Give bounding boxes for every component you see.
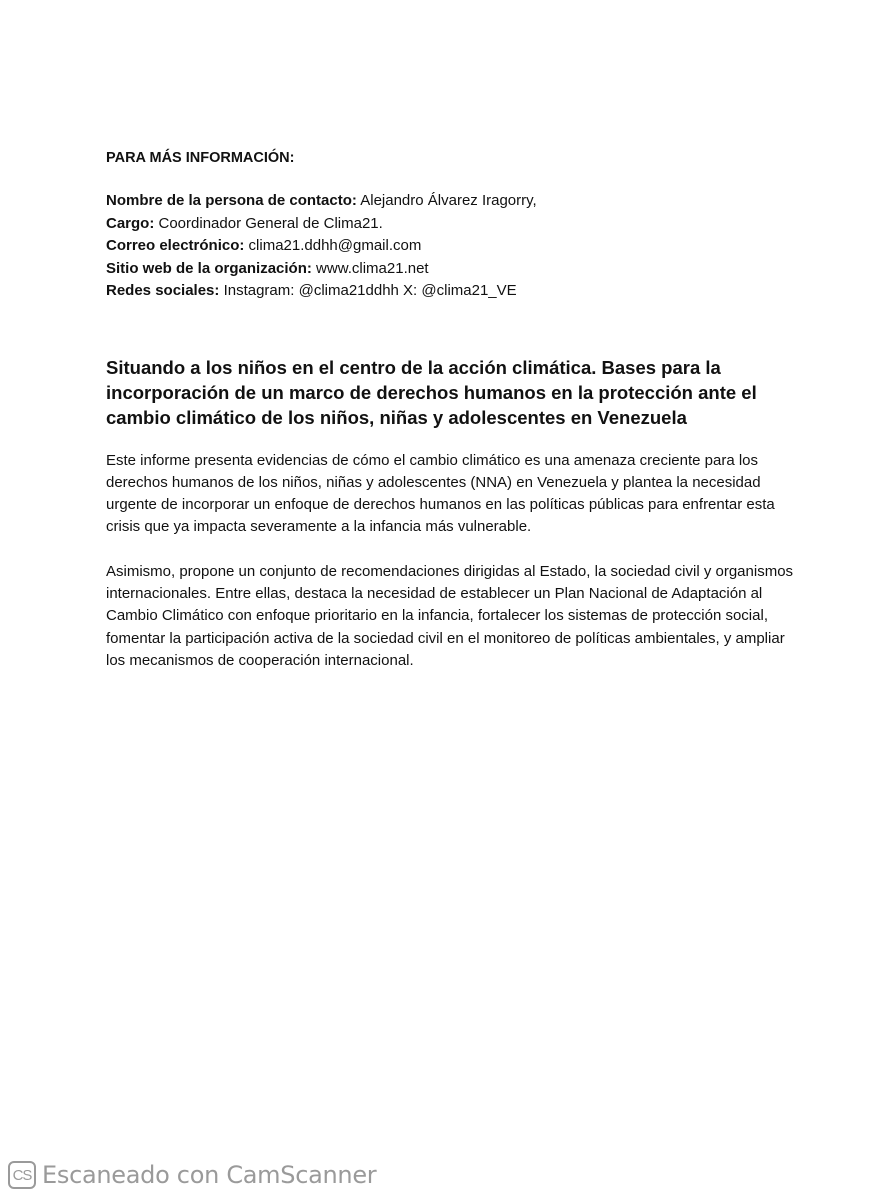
camscanner-logo-text: CS: [12, 1166, 32, 1184]
document-body: [106, 148, 796, 672]
camscanner-logo-icon: [8, 1161, 36, 1189]
contact-role-label: Cargo:: [106, 214, 155, 232]
info-heading: PARA MÁS INFORMACIÓN:: [106, 150, 295, 166]
camscanner-watermark-text: Escaneado con CamScanner: [42, 1161, 377, 1189]
camscanner-watermark: [8, 1158, 376, 1192]
contact-social-line: [106, 280, 796, 303]
contact-email-value: clima21.ddhh@gmail.com: [244, 237, 422, 254]
contact-name-label: Nombre de la persona de contacto:: [106, 192, 357, 209]
report-paragraph-1: Este informe presenta evidencias de cómo el cambio climático es una amenaza creciente para los derechos humanos de los niños, niñas y adolescentes (NNA) en Venezuela y plantea la necesidad urgente de incorporar un enfoque de derechos humanos en las políticas públicas para enfrentar esta crisis que ya impacta severamente a la infancia más vulnerable.: [106, 451, 775, 536]
contact-email-line: [106, 235, 796, 258]
contact-email-label: Correo electrónico:: [106, 237, 245, 254]
contact-web-line: [106, 258, 796, 281]
contact-block: [106, 190, 796, 303]
contact-social-value: Instagram: @clima21ddhh X: @clima21_VE: [219, 282, 517, 299]
contact-social-label: Redes sociales:: [106, 282, 220, 299]
report-paragraph-2: Asimismo, propone un conjunto de recomendaciones dirigidas al Estado, la sociedad civil y organismos internacionales. Entre ellas, destaca la necesidad de establecer un Plan Nacional de Adaptación al Cambio Climático con enfoque prioritario en la infancia, fortalecer los sistemas de protección social, fomentar la participación activa de la sociedad civil en el monitoreo de políticas ambientales, y ampliar los mecanismos de cooperación internacional.: [106, 562, 794, 669]
contact-web-value: www.clima21.net: [311, 259, 429, 277]
contact-role-line: [106, 213, 796, 236]
contact-name-value: Alejandro Álvarez Iragorry,: [356, 192, 537, 209]
contact-web-label: Sitio web de la organización:: [106, 259, 312, 277]
contact-name-line: [106, 190, 796, 213]
report-title: Situando a los niños en el centro de la acción climática. Bases para la incorporación de un marco de derechos humanos en la protección ante el cambio climático de los niños, niñas y adolescentes en Venezuela: [106, 356, 757, 428]
contact-role-value: Coordinador General de Clima21.: [154, 214, 383, 232]
